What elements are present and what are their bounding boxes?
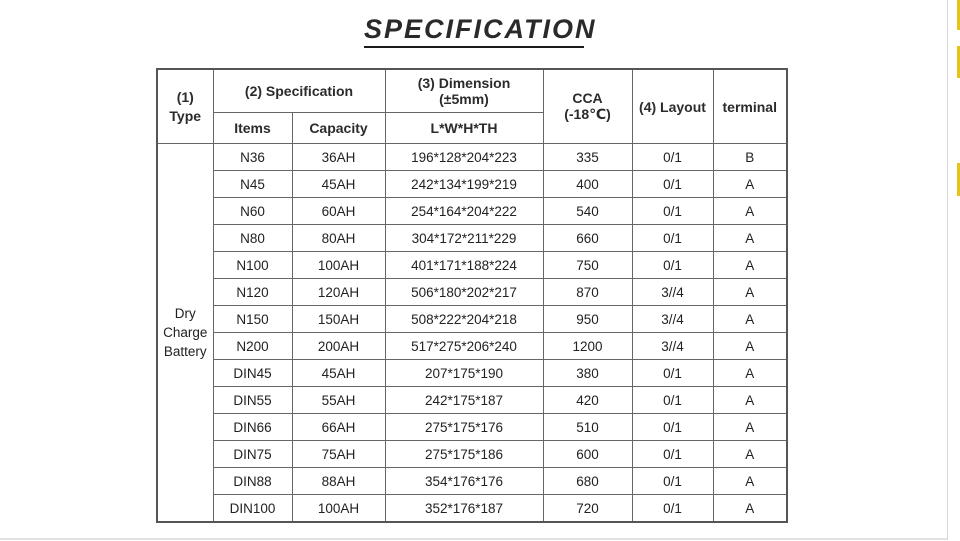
cell-capacity: 88AH [292, 468, 385, 495]
header-dimension-label: (3) Dimension [417, 75, 511, 91]
cell-item: N120 [213, 279, 292, 306]
table-row [157, 387, 787, 414]
header-dimension-tolerance: (±5mm) [439, 91, 489, 107]
header-type [157, 69, 213, 144]
cell-dimension: 254*164*204*222 [385, 198, 543, 225]
header-cca-temp: (-18℃) [564, 106, 611, 122]
header-dimension [385, 69, 543, 113]
cell-terminal: A [713, 279, 787, 306]
cell-capacity: 120AH [292, 279, 385, 306]
cell-capacity: 66AH [292, 414, 385, 441]
cell-terminal: A [713, 360, 787, 387]
table-row [157, 252, 787, 279]
header-capacity: Capacity [292, 113, 385, 144]
cell-capacity: 60AH [292, 198, 385, 225]
cell-dimension: 242*134*199*219 [385, 171, 543, 198]
cell-capacity: 75AH [292, 441, 385, 468]
cell-capacity: 80AH [292, 225, 385, 252]
cell-dimension: 304*172*211*229 [385, 225, 543, 252]
cell-cca: 750 [543, 252, 632, 279]
cell-item: N80 [213, 225, 292, 252]
cell-layout: 0/1 [632, 144, 713, 171]
specification-table [156, 68, 788, 523]
cell-dimension: 275*175*176 [385, 414, 543, 441]
cell-dimension: 207*175*190 [385, 360, 543, 387]
cell-cca: 510 [543, 414, 632, 441]
header-layout: (4) Layout [632, 69, 713, 144]
cell-terminal: A [713, 306, 787, 333]
cell-cca: 950 [543, 306, 632, 333]
cell-terminal: A [713, 414, 787, 441]
cell-layout: 3//4 [632, 306, 713, 333]
cell-capacity: 45AH [292, 360, 385, 387]
type-label-line: Dry [174, 306, 196, 321]
table-row [157, 171, 787, 198]
cell-cca: 400 [543, 171, 632, 198]
cell-cca: 680 [543, 468, 632, 495]
table-row [157, 441, 787, 468]
header-cca-label: CCA [572, 90, 603, 106]
cell-capacity: 55AH [292, 387, 385, 414]
table-row [157, 306, 787, 333]
cell-dimension: 242*175*187 [385, 387, 543, 414]
cell-item: DIN66 [213, 414, 292, 441]
cell-dimension: 506*180*202*217 [385, 279, 543, 306]
cell-cca: 660 [543, 225, 632, 252]
cell-layout: 0/1 [632, 171, 713, 198]
cell-dimension: 352*176*187 [385, 495, 543, 523]
cell-capacity: 45AH [292, 171, 385, 198]
cell-cca: 335 [543, 144, 632, 171]
cell-item: DIN45 [213, 360, 292, 387]
header-items: Items [213, 113, 292, 144]
cell-layout: 0/1 [632, 414, 713, 441]
cell-terminal: A [713, 468, 787, 495]
header-lwhth: L*W*H*TH [385, 113, 543, 144]
cell-item: N36 [213, 144, 292, 171]
cell-item: N200 [213, 333, 292, 360]
page-title: SPECIFICATION [364, 12, 584, 48]
cell-layout: 3//4 [632, 279, 713, 306]
cell-dimension: 275*175*186 [385, 441, 543, 468]
cell-item: N60 [213, 198, 292, 225]
header-type-label: Type [169, 107, 202, 124]
cell-item: DIN100 [213, 495, 292, 523]
cell-dimension: 401*171*188*224 [385, 252, 543, 279]
cell-terminal: A [713, 495, 787, 523]
cell-dimension: 354*176*176 [385, 468, 543, 495]
cell-terminal: A [713, 333, 787, 360]
header-cca [543, 69, 632, 144]
cell-cca: 870 [543, 279, 632, 306]
cell-terminal: A [713, 387, 787, 414]
cell-cca: 600 [543, 441, 632, 468]
table-row [157, 144, 787, 171]
cell-layout: 0/1 [632, 225, 713, 252]
table-row [157, 414, 787, 441]
table-row [157, 495, 787, 523]
cell-item: N150 [213, 306, 292, 333]
cell-item: DIN55 [213, 387, 292, 414]
cell-terminal: A [713, 171, 787, 198]
cell-layout: 0/1 [632, 252, 713, 279]
cell-terminal: B [713, 144, 787, 171]
type-label-line: Battery [163, 344, 207, 359]
cell-item: N45 [213, 171, 292, 198]
cell-cca: 540 [543, 198, 632, 225]
cell-layout: 0/1 [632, 495, 713, 523]
table-row [157, 468, 787, 495]
cell-dimension: 508*222*204*218 [385, 306, 543, 333]
cell-layout: 0/1 [632, 468, 713, 495]
table-row [157, 279, 787, 306]
cell-capacity: 150AH [292, 306, 385, 333]
cell-cca: 420 [543, 387, 632, 414]
table-row [157, 360, 787, 387]
cell-cca: 720 [543, 495, 632, 523]
cell-layout: 3//4 [632, 333, 713, 360]
cell-terminal: A [713, 198, 787, 225]
cell-item: DIN88 [213, 468, 292, 495]
cell-cca: 1200 [543, 333, 632, 360]
header-specification: (2) Specification [213, 69, 385, 113]
cell-terminal: A [713, 252, 787, 279]
cell-layout: 0/1 [632, 441, 713, 468]
cell-capacity: 36AH [292, 144, 385, 171]
cell-item: DIN75 [213, 441, 292, 468]
header-terminal: terminal [713, 69, 787, 144]
cell-terminal: A [713, 441, 787, 468]
header-type-number: (1) [176, 88, 194, 105]
cell-capacity: 100AH [292, 495, 385, 523]
table-row [157, 198, 787, 225]
cell-cca: 380 [543, 360, 632, 387]
cell-item: N100 [213, 252, 292, 279]
table-row [157, 225, 787, 252]
cell-dimension: 517*275*206*240 [385, 333, 543, 360]
cell-dimension: 196*128*204*223 [385, 144, 543, 171]
cell-layout: 0/1 [632, 198, 713, 225]
cell-capacity: 200AH [292, 333, 385, 360]
table-row [157, 333, 787, 360]
type-label-line: Charge [163, 325, 208, 340]
cell-layout: 0/1 [632, 360, 713, 387]
cell-capacity: 100AH [292, 252, 385, 279]
type-cell [157, 144, 213, 523]
cell-terminal: A [713, 225, 787, 252]
cell-layout: 0/1 [632, 387, 713, 414]
